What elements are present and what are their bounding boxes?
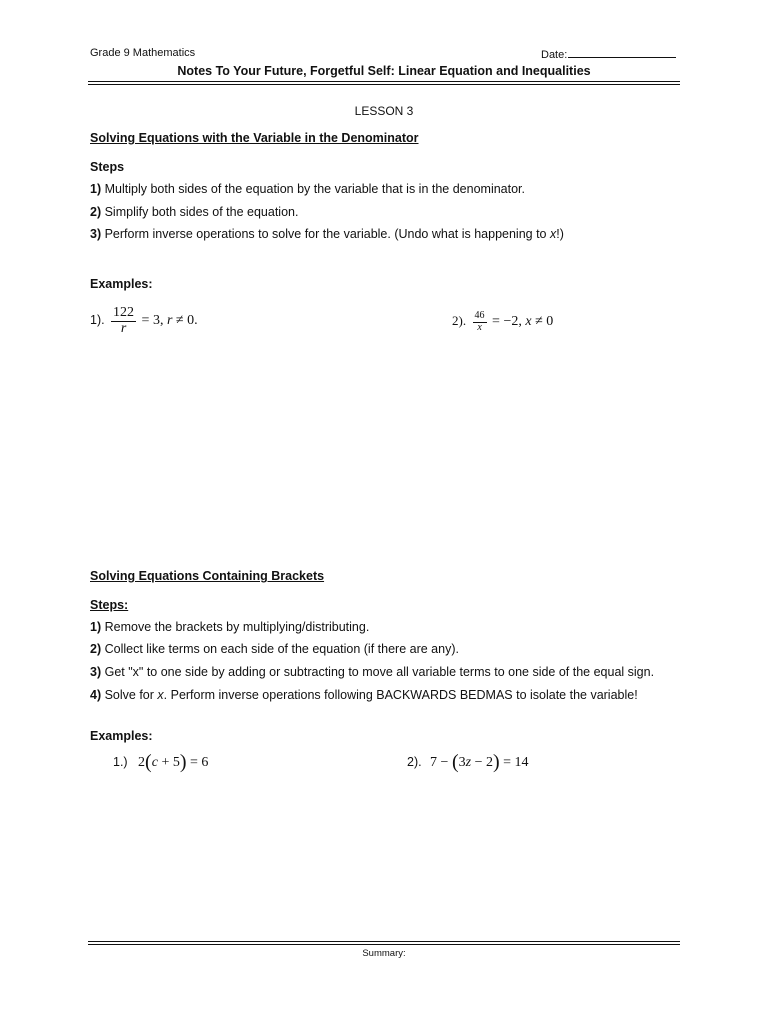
step-text: !) <box>556 227 564 241</box>
section1-step-2 <box>90 205 298 219</box>
inner-term: − 2 <box>471 755 493 770</box>
variable: c <box>151 755 158 770</box>
step-text: Remove the brackets by multiplying/distributing. <box>101 620 370 634</box>
section2-example-2 <box>407 751 529 774</box>
step-number: 2) <box>90 642 102 656</box>
step-number: 1) <box>90 182 102 196</box>
section2-step-2 <box>90 642 459 656</box>
equation <box>430 751 529 773</box>
step-number: 3) <box>90 665 102 679</box>
open-bracket: ( <box>145 751 152 773</box>
equation-rhs: = 3, <box>138 313 167 329</box>
step-text: . Perform inverse operations following BACKWARDS BEDMAS to isolate the variable! <box>163 688 638 702</box>
condition: ≠ 0 <box>531 314 554 330</box>
equation-rhs: = 6 <box>186 755 209 770</box>
leading-term: 7 − <box>430 755 452 770</box>
example-number: 2). <box>452 312 467 328</box>
course-name: Grade 9 Mathematics <box>90 47 196 59</box>
fraction <box>473 311 487 333</box>
fraction <box>111 306 136 336</box>
footer-rule-top <box>88 941 680 942</box>
condition: ≠ 0. <box>172 313 198 329</box>
variable: z <box>465 755 472 770</box>
section1-examples-label: Examples: <box>90 277 153 291</box>
equation <box>471 310 554 333</box>
step-text: Perform inverse operations to solve for the variable. (Undo what is happening to <box>101 227 550 241</box>
date-blank-line <box>568 47 676 58</box>
step-number: 2) <box>90 205 102 219</box>
variable: x <box>157 688 164 702</box>
inner-coefficient: 3 <box>458 755 466 770</box>
step-number: 3) <box>90 227 102 241</box>
section2-heading: Solving Equations Containing Brackets <box>90 569 325 583</box>
denominator: r <box>120 320 127 336</box>
document-title: Notes To Your Future, Forgetful Self: Linear Equation and Inequalities <box>177 64 591 78</box>
step-text: Collect like terms on each side of the equation (if there are any). <box>101 642 459 656</box>
section2-step-4 <box>90 688 638 702</box>
close-bracket: ) <box>492 751 500 773</box>
variable: r <box>166 313 173 329</box>
step-text: Get "x" to one side by adding or subtracting to move all variable terms to one side of the equal sign. <box>101 665 655 679</box>
section1-step-3 <box>90 227 564 241</box>
section2-step-3 <box>90 665 654 679</box>
section1-step-1 <box>90 182 525 196</box>
date-field <box>541 47 676 61</box>
section1-example-2 <box>452 311 553 333</box>
equation <box>109 305 198 336</box>
step-text: Simplify both sides of the equation. <box>101 205 299 219</box>
step-text: Multiply both sides of the equation by the variable that is in the denominator. <box>101 182 525 196</box>
equation <box>138 751 209 773</box>
lesson-title: LESSON 3 <box>354 104 414 118</box>
section2-step-1 <box>90 620 369 634</box>
inner-term: + 5 <box>157 755 180 770</box>
example-number: 1.) <box>113 755 128 769</box>
summary-label: Summary: <box>362 948 406 959</box>
variable: x <box>549 227 557 241</box>
numerator: 122 <box>113 305 135 320</box>
step-text: Solve for <box>101 688 158 702</box>
section2-examples-label: Examples: <box>90 729 153 743</box>
step-number: 1) <box>90 620 102 634</box>
header-rule-bottom <box>88 84 680 85</box>
variable: x <box>525 314 532 330</box>
section1-example-1 <box>90 306 198 336</box>
numerator: 46 <box>474 310 485 321</box>
coefficient: 2 <box>138 755 146 770</box>
close-bracket: ) <box>179 751 187 773</box>
header-rule-top <box>88 81 680 82</box>
step-number: 4) <box>90 688 102 702</box>
equation-rhs: = −2, <box>488 314 526 330</box>
footer-rule-bottom <box>88 944 680 945</box>
open-bracket: ( <box>451 751 459 773</box>
section2-steps-label: Steps: <box>90 598 129 612</box>
date-label: Date: <box>541 49 568 61</box>
section1-steps-label: Steps <box>90 160 125 174</box>
equation-rhs: = 14 <box>499 755 529 770</box>
denominator: x <box>477 321 482 333</box>
section2-example-1 <box>113 751 208 774</box>
section1-heading: Solving Equations with the Variable in the Denominator <box>90 131 419 145</box>
example-number: 1). <box>90 313 105 328</box>
example-number: 2). <box>407 755 422 769</box>
